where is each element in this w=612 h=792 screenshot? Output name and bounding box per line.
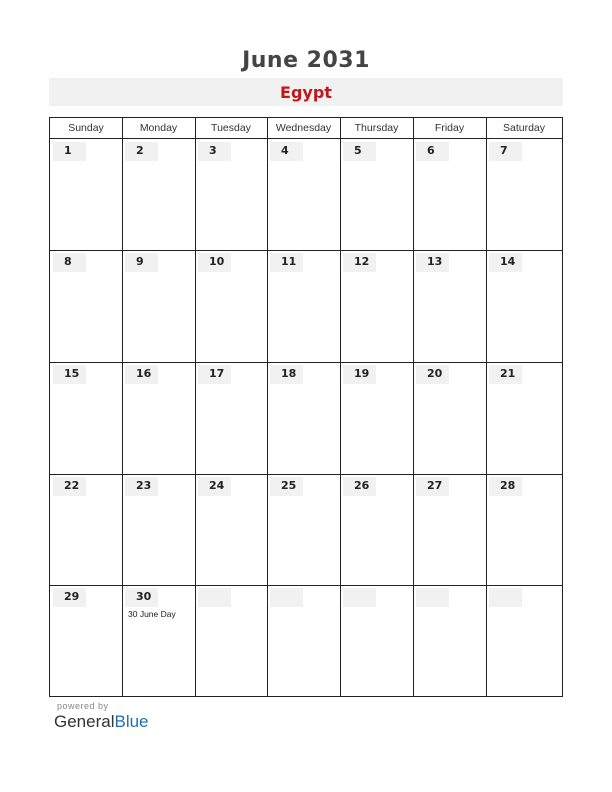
day-number: 24 — [209, 479, 225, 492]
weekday-header-2: Tuesday — [211, 122, 251, 134]
day-cell[interactable] — [486, 585, 562, 696]
day-cell[interactable] — [50, 474, 122, 585]
day-number: 19 — [354, 367, 370, 380]
day-cell[interactable] — [50, 362, 122, 474]
day-number: 26 — [354, 479, 370, 492]
day-cell[interactable] — [122, 585, 195, 696]
day-cell[interactable] — [50, 250, 122, 362]
day-number: 17 — [209, 367, 225, 380]
brand-logo-part1: General — [54, 712, 115, 731]
day-number: 25 — [281, 479, 297, 492]
day-cell[interactable] — [195, 250, 267, 362]
day-number-box — [489, 588, 522, 607]
brand-logo-part2: Blue — [114, 712, 149, 731]
day-number: 1 — [64, 144, 72, 157]
day-cell[interactable] — [122, 139, 195, 250]
day-number-box — [416, 588, 449, 607]
weekday-header-1: Monday — [139, 122, 178, 134]
day-cell[interactable] — [122, 362, 195, 474]
day-number: 8 — [64, 255, 72, 268]
powered-by-text: powered by — [57, 701, 109, 711]
day-cell[interactable] — [122, 250, 195, 362]
weekday-header-4: Thursday — [354, 122, 399, 134]
day-cell[interactable] — [486, 139, 562, 250]
day-number: 29 — [64, 590, 80, 603]
day-number: 11 — [281, 255, 297, 268]
day-cell[interactable] — [340, 362, 413, 474]
day-number-box — [343, 588, 376, 607]
holiday-label: 30 June Day — [128, 609, 176, 619]
day-cell[interactable] — [195, 139, 267, 250]
day-number-box — [198, 588, 231, 607]
calendar-title: June 2031 — [242, 48, 370, 73]
day-cell[interactable] — [413, 139, 486, 250]
day-number: 27 — [427, 479, 443, 492]
day-cell[interactable] — [413, 362, 486, 474]
country-band — [49, 78, 563, 106]
day-cell[interactable] — [267, 139, 340, 250]
day-number: 7 — [500, 144, 508, 157]
day-cell[interactable] — [486, 250, 562, 362]
weekday-header-5: Friday — [434, 122, 465, 134]
weekday-header-6: Saturday — [502, 122, 546, 134]
day-cell[interactable] — [50, 139, 122, 250]
day-cell[interactable] — [486, 362, 562, 474]
day-cell[interactable] — [486, 474, 562, 585]
day-cell[interactable] — [340, 585, 413, 696]
day-number: 21 — [500, 367, 516, 380]
day-number: 20 — [427, 367, 443, 380]
weekday-header-3: Wednesday — [275, 122, 332, 134]
day-number: 15 — [64, 367, 80, 380]
day-number: 28 — [500, 479, 516, 492]
day-cell[interactable] — [340, 139, 413, 250]
day-cell[interactable] — [267, 474, 340, 585]
day-cell[interactable] — [50, 585, 122, 696]
day-number: 22 — [64, 479, 80, 492]
day-number: 16 — [136, 367, 152, 380]
day-number: 18 — [281, 367, 297, 380]
day-number: 6 — [427, 144, 435, 157]
day-cell[interactable] — [340, 250, 413, 362]
day-number: 10 — [209, 255, 225, 268]
day-number: 5 — [354, 144, 362, 157]
day-cell[interactable] — [413, 585, 486, 696]
day-number-box — [270, 588, 303, 607]
day-number: 9 — [136, 255, 144, 268]
day-cell[interactable] — [195, 585, 267, 696]
day-cell[interactable] — [340, 474, 413, 585]
calendar-grid — [49, 117, 563, 697]
day-cell[interactable] — [267, 585, 340, 696]
day-number: 2 — [136, 144, 144, 157]
day-number: 13 — [427, 255, 443, 268]
country-name: Egypt — [280, 83, 332, 102]
weekday-header-0: Sunday — [68, 122, 104, 134]
day-cell[interactable] — [122, 474, 195, 585]
day-cell[interactable] — [267, 362, 340, 474]
day-number: 14 — [500, 255, 516, 268]
day-cell[interactable] — [267, 250, 340, 362]
day-number: 23 — [136, 479, 152, 492]
day-number: 12 — [354, 255, 370, 268]
day-cell[interactable] — [413, 474, 486, 585]
brand-logo[interactable] — [54, 712, 149, 732]
day-number: 4 — [281, 144, 289, 157]
day-cell[interactable] — [195, 474, 267, 585]
day-cell[interactable] — [413, 250, 486, 362]
day-cell[interactable] — [195, 362, 267, 474]
day-number: 30 — [136, 590, 152, 603]
day-number: 3 — [209, 144, 217, 157]
